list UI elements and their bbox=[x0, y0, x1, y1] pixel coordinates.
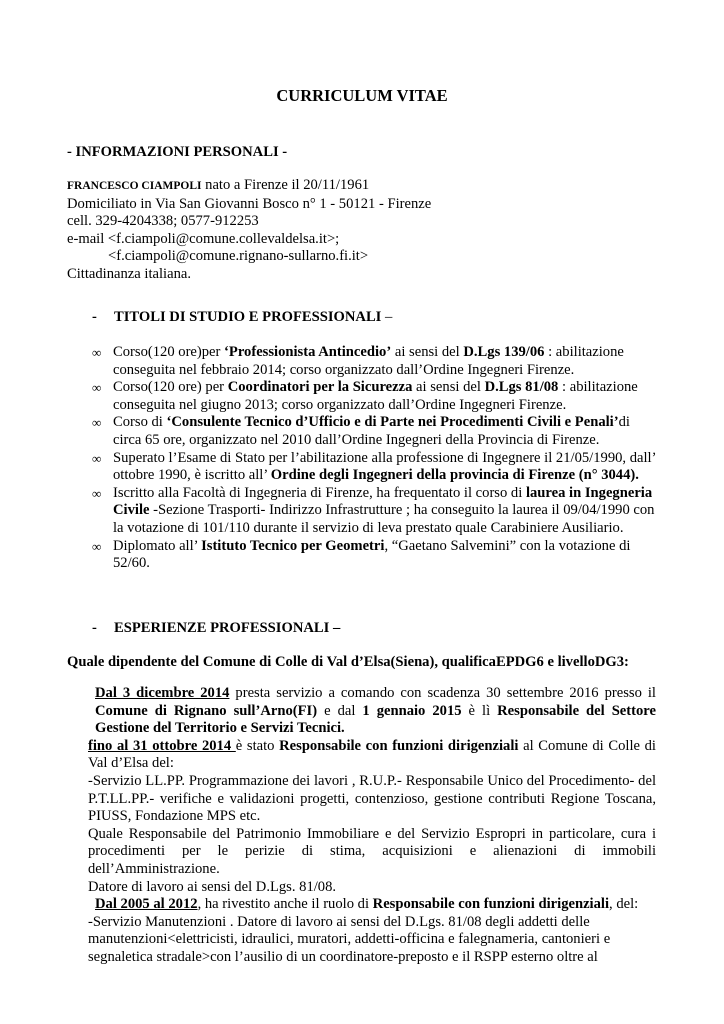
personal-info-block bbox=[67, 177, 667, 284]
person-name: FRANCESCO CIAMPOLI bbox=[67, 180, 202, 192]
infinity-bullet-icon: ∞ bbox=[92, 380, 102, 396]
paragraph-bold: Responsabile con funzioni dirigenziali bbox=[279, 737, 519, 754]
citizenship-line: Cittadinanza italiana. bbox=[67, 265, 191, 282]
experience-paragraph: -Servizio Manutenzioni . Datore di lavoro ai sensi del D.Lgs. 81/08 degli addetti delle manutenzioni<elettricisti, idraulici, muratori, addetti-officina e falegnameria, cantonieri e segnaletica stradale>con l’ausilio di un coordinatore-preposto e il RSPP esterno oltre al bbox=[88, 913, 611, 965]
infinity-bullet-icon: ∞ bbox=[92, 345, 102, 360]
list-item bbox=[92, 414, 660, 449]
education-heading-end: – bbox=[381, 309, 393, 325]
paragraph-text: al Comune di Colle di Val d’Elsa del: bbox=[88, 737, 656, 772]
paragraph-text: , ha rivestito anche il ruolo di bbox=[197, 896, 373, 913]
infinity-bullet-icon: ∞ bbox=[92, 538, 102, 554]
name-birth-line bbox=[67, 177, 667, 196]
education-list bbox=[92, 344, 660, 573]
item-bold: Ordine degli Ingegneri della provincia di Firenze (n° 3044). bbox=[270, 467, 639, 484]
item-text: Iscritto alla Facoltà di Ingegneria di Firenze, ha frequentato il corso di bbox=[113, 484, 526, 501]
item-text: : abilitazione conseguita nel giugno 2013; corso organizzato dall’Ordine Ingegneri Firenze. bbox=[113, 379, 638, 413]
phone-line: cell. 329-4204338; 0577-912253 bbox=[67, 213, 259, 230]
education-heading-dash: - bbox=[92, 309, 97, 325]
item-text: Corso di bbox=[113, 414, 167, 431]
item-bold: Coordinatori per la Sicurezza bbox=[227, 379, 413, 396]
item-text: -Sezione Trasporti- Indirizzo Infrastrutture ; ha conseguito la laurea il 09/04/1990 con la votazione di 101/110 durante il servizio di leva prestato quale Carabiniere Ausiliario. bbox=[113, 502, 655, 536]
infinity-bullet-icon: ∞ bbox=[92, 450, 102, 466]
item-bold: D.Lgs 139/06 bbox=[463, 344, 545, 360]
item-text: , “Gaetano Salvemini” con la votazione di 52/60. bbox=[113, 537, 631, 572]
paragraph-bold: Responsabile con funzioni dirigenziali bbox=[372, 896, 610, 913]
date-underlined: fino al 31 ottobre 2014 bbox=[88, 737, 236, 754]
item-bold: D.Lgs 81/08 bbox=[484, 379, 559, 396]
experience-paragraph bbox=[88, 685, 656, 738]
paragraph-text: presta servizio a comando con scadenza 30 settembre 2016 presso il bbox=[229, 685, 656, 701]
list-item bbox=[92, 344, 660, 379]
list-item bbox=[92, 379, 660, 414]
experience-body bbox=[88, 685, 656, 967]
experience-heading: ESPERIENZE PROFESSIONALI – bbox=[114, 620, 341, 636]
paragraph-text: è lì bbox=[461, 702, 498, 719]
item-bold: ‘Consulente Tecnico d’Ufficio e di Parte nei Procedimenti Civili e Penali’ bbox=[166, 414, 619, 431]
paragraph-bold: Responsabile del Settore Gestione del Territorio e Servizi Tecnici. bbox=[95, 702, 656, 737]
item-text: Corso(120 ore) per bbox=[113, 379, 228, 396]
item-text: di circa 65 ore, organizzato nel 2010 dall’Ordine Ingegneri della Provincia di Firenze. bbox=[113, 414, 630, 448]
paragraph-text: , del: bbox=[609, 896, 639, 913]
experience-paragraph: Quale Responsabile del Patrimonio Immobiliare e del Servizio Espropri in particolare, cura i procedimenti per le perizie di stima, acquisizioni e alienazioni di immobili dell’Amministrazione. bbox=[88, 825, 656, 877]
item-bold: Istituto Tecnico per Geometri bbox=[201, 537, 385, 554]
experience-paragraph bbox=[88, 896, 656, 914]
experience-paragraph bbox=[88, 738, 656, 773]
birth-info: nato a Firenze il 20/11/1961 bbox=[201, 177, 370, 193]
experience-paragraph: -Servizio LL.PP. Programmazione dei lavori , R.U.P.- Responsabile Unico del Procedimento- del P.T.LL.PP.- verifiche e validazioni progetti, contenzioso, gestione contributi Regione Toscana, PIUSS, Fondazione MPS etc. bbox=[88, 772, 656, 825]
paragraph-bold: Comune di Rignano sull’Arno(FI) bbox=[95, 702, 318, 719]
list-item bbox=[92, 485, 660, 538]
item-text: Diplomato all’ bbox=[113, 537, 202, 554]
list-item bbox=[92, 538, 660, 573]
infinity-bullet-icon: ∞ bbox=[92, 485, 102, 501]
paragraph-text: e dal bbox=[317, 702, 363, 719]
date-underlined: Dal 3 dicembre 2014 bbox=[95, 685, 230, 701]
item-text: : abilitazione conseguita nel febbraio 2014; corso organizzato dall’Ordine Ingegneri Firenze. bbox=[113, 344, 624, 378]
paragraph-bold: 1 gennaio 2015 bbox=[362, 702, 462, 719]
document-title: CURRICULUM VITAE bbox=[276, 86, 448, 105]
infinity-bullet-icon: ∞ bbox=[92, 415, 102, 431]
education-heading bbox=[114, 309, 392, 327]
item-text: ai sensi del bbox=[412, 379, 485, 396]
paragraph-text: è stato bbox=[235, 737, 280, 754]
item-text: Corso(120 ore)per bbox=[113, 344, 225, 360]
item-text: ai sensi del bbox=[391, 344, 464, 360]
address-line: Domiciliato in Via San Giovanni Bosco n° 1 - 50121 - Firenze bbox=[67, 195, 432, 212]
item-bold: laurea in Ingegneria Civile bbox=[113, 484, 653, 519]
email-line: e-mail <f.ciampoli@comune.collevaldelsa.it>; bbox=[67, 230, 340, 247]
item-text: Superato l’Esame di Stato per l’abilitazione alla professione di Ingegnere il 21/05/1990, dall’ ottobre 1990, è iscritto all’ bbox=[113, 449, 656, 484]
experience-intro: Quale dipendente del Comune di Colle di Val d’Elsa(Siena), qualificaEPDG6 e livelloDG3: bbox=[67, 654, 629, 670]
item-bold: ‘Professionista Antincedio’ bbox=[224, 344, 392, 360]
date-underlined: Dal 2005 al 2012 bbox=[95, 896, 198, 913]
personal-info-heading: - INFORMAZIONI PERSONALI - bbox=[67, 144, 288, 160]
education-heading-text: TITOLI DI STUDIO E PROFESSIONALI bbox=[114, 309, 382, 325]
experience-heading-dash: - bbox=[92, 620, 97, 636]
experience-paragraph: Datore di lavoro ai sensi del D.Lgs. 81/08. bbox=[88, 878, 337, 895]
list-item bbox=[92, 450, 660, 485]
email-line-2: <f.ciampoli@comune.rignano-sullarno.fi.it> bbox=[108, 248, 369, 265]
